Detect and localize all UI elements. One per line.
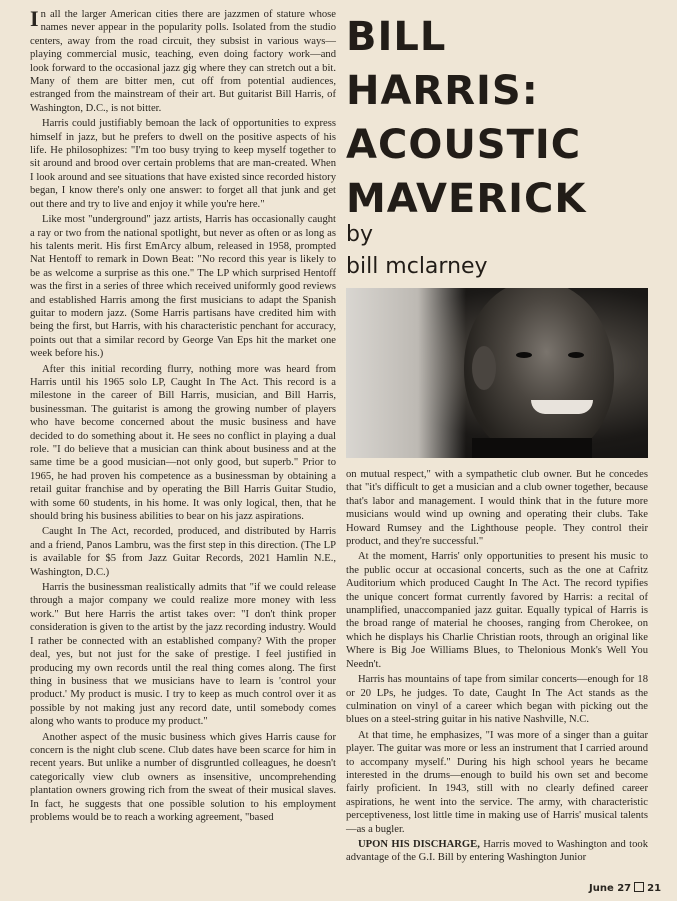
article-title: [346, 10, 656, 226]
title-line: HARRIS:: [346, 68, 539, 114]
title-line: BILL: [346, 14, 447, 60]
drop-cap: I: [30, 6, 39, 31]
paragraph: Harris has mountains of tape from similar concerts—enough for 18 or 20 LPs, he judges. To date, Caught In The Act stands as the culmination on vinyl of a career which began with picking out the blues on a steel-string guitar in his native Nashville, N.C.: [346, 674, 648, 726]
paragraph: Another aspect of the music business which gives Harris cause for concern is the night club scene. Club dates have been scarce for him in recent years. But unlike a number of disgruntled colleagues, he doesn't categorically view club owners as insensitive, uncomprehending plantation owners growing rich from the sweat of their musical slaves. In fact, he suggests that one possible solution to his employment problems would be to reach a working agreement, "based: [30, 731, 336, 823]
title-line: MAVERICK: [346, 176, 587, 222]
paragraph: After this initial recording flurry, nothing more was heard from Harris until his 1965 solo LP, Caught In The Act. This record is a milestone in the career of Bill Harris, musician, and Bill Harris, businessman. The guitarist is among the growing number of players who have become concerned about the music business and have decided to do something about it. He sees no conflict in playing a dual role. "I do believe that a musician can think about business and at the same time be a good musician—not only good, but superb." Prior to 1965, he had proven his competence as a businessman by obtaining a retail guitar franchise and by operating the Bill Harris Guitar Studio, with some 60 students, in his home. It was only logical, then, that he should bring his business abilities to bear on his jazz aspirations.: [30, 363, 336, 523]
paragraph: Harris could justifiably bemoan the lack of opportunities to express himself in jazz, but he prefers to dwell on the positive aspects of his life. He philosophizes: "I'm too busy trying to keep myself together to sit around and brood over certain problems that are man-created. When I look around and see situations that have existed since recorded history began, I know there's only one answer: to forget all that junk and get out there and try to live and enjoy it while you're here.": [30, 118, 336, 210]
section-lead: UPON HIS DISCHARGE,: [358, 838, 480, 850]
title-line: ACOUSTIC: [346, 122, 582, 168]
page-number: 21: [647, 883, 662, 894]
left-column: [30, 8, 336, 826]
issue-date: June 27: [589, 883, 632, 894]
portrait-photo: [346, 288, 648, 458]
paragraph: In all the larger American cities there are jazzmen of stature whose names never appear in the popularity polls. Isolated from the studio centers, away from the road circuit, they subsist in various ways—playing commercial music, teaching, even doing factory work—and look forward to the occasional jazz gig where they can stretch out a bit. Many of them are bitter men, cut off from potential audiences, estranged from the mainstream of their art. But guitarist Bill Harris, of Washington, D.C., is not bitter.: [30, 6, 336, 114]
paragraph: At that time, he emphasizes, "I was more of a singer than a guitar player. The guitar was more or less an instrument that I carried around to accompany myself." During his high school years he became interested in the drums—enough to build his own set and become fairly proficient. In 1943, still with no clearly defined career aspirations, he went into the service. The army, with characteristic perceptiveness, lost little time in making use of Harris' musical talents—as a bugler.: [346, 729, 648, 835]
paragraph: Harris the businessman realistically admits that "if we could release through a major company we could realize more money with less work." But here Harris the artist takes over: "I don't think proper consideration is given to the artist by the jazz recording industry. Would I rather be connected with an established company? With the proper deal, yes, but not just for the sake of prestige. I feel justified in producing my own records until the real thing comes along. The first thing in business that we musicians have to learn is 'control your product.' My product is music. I try to keep as much control over it as possible by not making just any record date, until somebody comes along who wants to produce my product.": [30, 582, 336, 728]
author-name: bill mclarney: [346, 254, 488, 279]
right-column: [346, 468, 648, 867]
paragraph: on mutual respect," with a sympathetic club owner. But he concedes that "it's difficult to get a musician and a club owner together, because that's labor and management. I would think that in the future more musicians would wind up owning and operating their clubs. Take Howard Rumsey and the Lighthouse people. They control their product, and they're successful.": [346, 469, 648, 548]
page-folio: [589, 882, 661, 894]
paragraph: UPON HIS DISCHARGE, Harris moved to Washington and took advantage of the G.I. Bill by entering Washington Junior: [346, 838, 648, 864]
paragraph: Like most "underground" jazz artists, Harris has occasionally caught a ray or two from the national spotlight, but never as often or as long as his talents merit. His first EmArcy album, released in 1958, prompted Nat Hentoff to remark in Down Beat: "No record this year is likely to be as welcome a surprise as this one." The LP which surprised Hentoff was the first in a series of three which received uniformly good reviews and established Harris among the first musicians to adapt the Spanish guitar to modern jazz. (Some Harris partisans have credited him with being the first, but Harris, with his characteristic penchant for accuracy, points out that a similar record by George Van Eps hit the market one week before his.): [30, 214, 336, 360]
square-icon: [634, 882, 644, 892]
paragraph: At the moment, Harris' only opportunities to present his music to the public occur at occasional concerts, such as the one at Cafritz Auditorium which produced Caught In The Act. The record typifies the unique concert format currently favored by Harris: a recital of unamplified, unaccompanied jazz guitar. Equally typical of Harris is the broad range of material he chooses, ranging from Cherokee, on which he displays his Charlie Christian roots, through an original like Where is Big Joe Williams Blues, to Thelonious Monk's Well You Needn't.: [346, 551, 648, 670]
paragraph: Caught In The Act, recorded, produced, and distributed by Harris and a friend, Panos Lambru, was the first step in this direction. (The LP is available for $5 from Jazz Guitar Records, 2021 Hamlin N.E., Washington, D.C.): [30, 526, 336, 578]
byline-by: by: [346, 222, 373, 247]
